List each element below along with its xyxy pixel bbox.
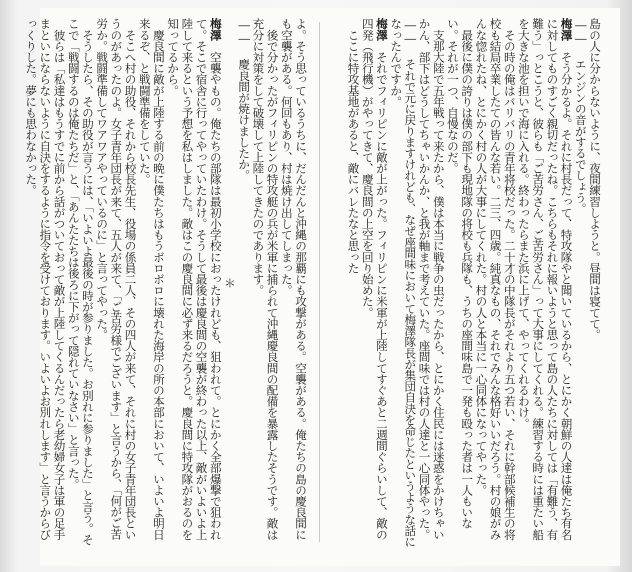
paragraph xyxy=(446,18,474,548)
paragraph xyxy=(574,18,588,548)
paragraph xyxy=(95,18,138,548)
paragraph-text: 後で分かったがフィリピンの特攻艇の兵が米軍に捕られて沖縄慶良間の配備を暴露したそうです。敵は充分に対策をして破壊して上陸してきたのであります。 xyxy=(251,18,280,540)
paragraph xyxy=(517,18,574,548)
star-glyph: ＊ xyxy=(222,277,237,289)
paragraph xyxy=(474,18,517,548)
paragraph-text: ここに特攻基地があると、敵にバレたなと思った xyxy=(346,29,361,274)
paragraph xyxy=(588,18,602,548)
paragraph-text: よ。そう思っているうちに、だんだんと沖縄の那覇にも攻撃がある。空襲がある。俺たちの島の慶良間にも空襲がある。何回もあり、村は焼け出してしまった。 xyxy=(279,18,308,540)
paragraph-text: そう分かるよ。それに村長だって、特攻隊やと聞いているから、とにかく朝鮮の人達は俺たち有名に対してものすごく親切だったね。こちらもそれに報いようと思って島の人たちに対しては「有難う、有難う」っとこうと、彼らも「ご苦労さん、ご苦労さん」って大事にしてくれる。練習する時には重たい船を大きな池を担いで海に入れる。終わったらまた浜に上げて、やってくれるわけ。 xyxy=(516,18,574,540)
paragraph-text: 空襲やもの。俺たちの部隊は最初小学校におったけれども、狙われて。とにかく全部爆撃で狙われて。そこで宿舎に行ってやっていたわけ。そうして最後は慶良間の空襲が終わった以上、敵がいよいよ上陸して来るという予想を私はしました。敵はこの慶良間に必ず来るだろうと。慶良間に特攻隊がおるのを知ってるから。 xyxy=(166,18,223,540)
paragraph xyxy=(237,18,251,548)
paragraph xyxy=(251,18,279,548)
paragraph-text: 支那大陸で五年戦って来たから、僕は本当に戦争の虫だったから、とにかく住民には迷惑をかけちゃいかん、部下はどうしてちゃいかんか、と我が軸まで考えていた。座間味では村の人達と一心同体やった。 xyxy=(417,18,446,540)
paragraph xyxy=(67,18,95,548)
paragraph xyxy=(361,18,389,548)
paragraph-text: ―― それで元に戻りますけれども、なぜ座間味において梅澤隊長が集団自決を命じたというような話になったんですか。 xyxy=(389,18,418,547)
paragraph-text: ―― 慶良間が焼けましたか。 xyxy=(237,18,252,181)
paragraph xyxy=(166,18,223,548)
paragraph-text: 彼らは「私達はもうすでに前から話がついておって敵が上陸してくるんだったら老幼婦女子は軍の足手まといにならないように自決をするように指令を受けております。いよいよお別れします」と言うからびっくりした。夢にも思わなかった。 xyxy=(24,18,67,540)
speaker-label: 梅澤 xyxy=(208,18,223,41)
section-break-star xyxy=(223,18,237,548)
document-page xyxy=(24,8,620,566)
left-column xyxy=(24,18,308,548)
paragraph-text: それでフィリピンに敵が上がった。フィリピンに米軍が上陸してすぐあと二週間ぐらいして、敵の四発（飛行機）がやってきて、慶良間の上空を回り始めた。 xyxy=(360,18,389,540)
paragraph xyxy=(346,18,360,548)
paragraph-text: そこへ村の助役、それから校長先生、役場の係員二人、その四人が来て、それに村の女子青年団長というのがあったのよ。女子青年団長が来て、五人が来て、「ご苦労様でございます」と言うから、「何がご苦労か。戦闘準備してワアワアやっているのに」と言ってやった。 xyxy=(95,18,138,540)
paragraph-text: その時の俺はバリバリの青年将校だった。二十才の中隊長がそれより五つ若い、それに幹部候補生の将校も結局卒業したての皆んな若い。二三、四歳。純真なもの、それでみんな格好いいだろう。村の娘がみんな惚れたね、とにかく村の人が大事にしてくれた。村の人と本当に一心同体になってやった。 xyxy=(474,18,517,540)
paragraph-text: そうしたら、その助役が言うには、「いよいよ最後の時が参りました。お別れに参りました」と言う。そこで「戦闘するのは俺たちだ」と、「あんたたちは後ろに下がって隠れていなさい」と言った。 xyxy=(66,18,95,546)
speaker-label: 梅澤 xyxy=(374,18,389,41)
paragraph-text: 島の人に分からないように、夜間練習しようと。昼間は寝てて。 xyxy=(588,18,602,340)
paragraph-text: 最後に僕の誇りは僕の部下も現地隊の将校も兵隊も、うちの座間味島で一発も殴った者は一人もいない。それが一つ、自慢なのだ。 xyxy=(445,18,475,529)
paragraph xyxy=(389,18,417,548)
paragraph-text: ―― エンジンの音がするでしょう。 xyxy=(573,18,588,214)
paragraph xyxy=(417,18,445,548)
paragraph xyxy=(138,18,166,548)
paragraph-text: 慶良間に敵が上陸する前の晩に僕たちはもうボロボロに壊れた海岸の所の本部において、いよいよ明日来るぞ、と戦闘準備をしていた。 xyxy=(137,18,166,540)
paragraph xyxy=(280,18,308,548)
paragraph xyxy=(24,18,67,548)
speaker-label: 梅澤 xyxy=(559,18,574,41)
right-column xyxy=(312,18,602,548)
